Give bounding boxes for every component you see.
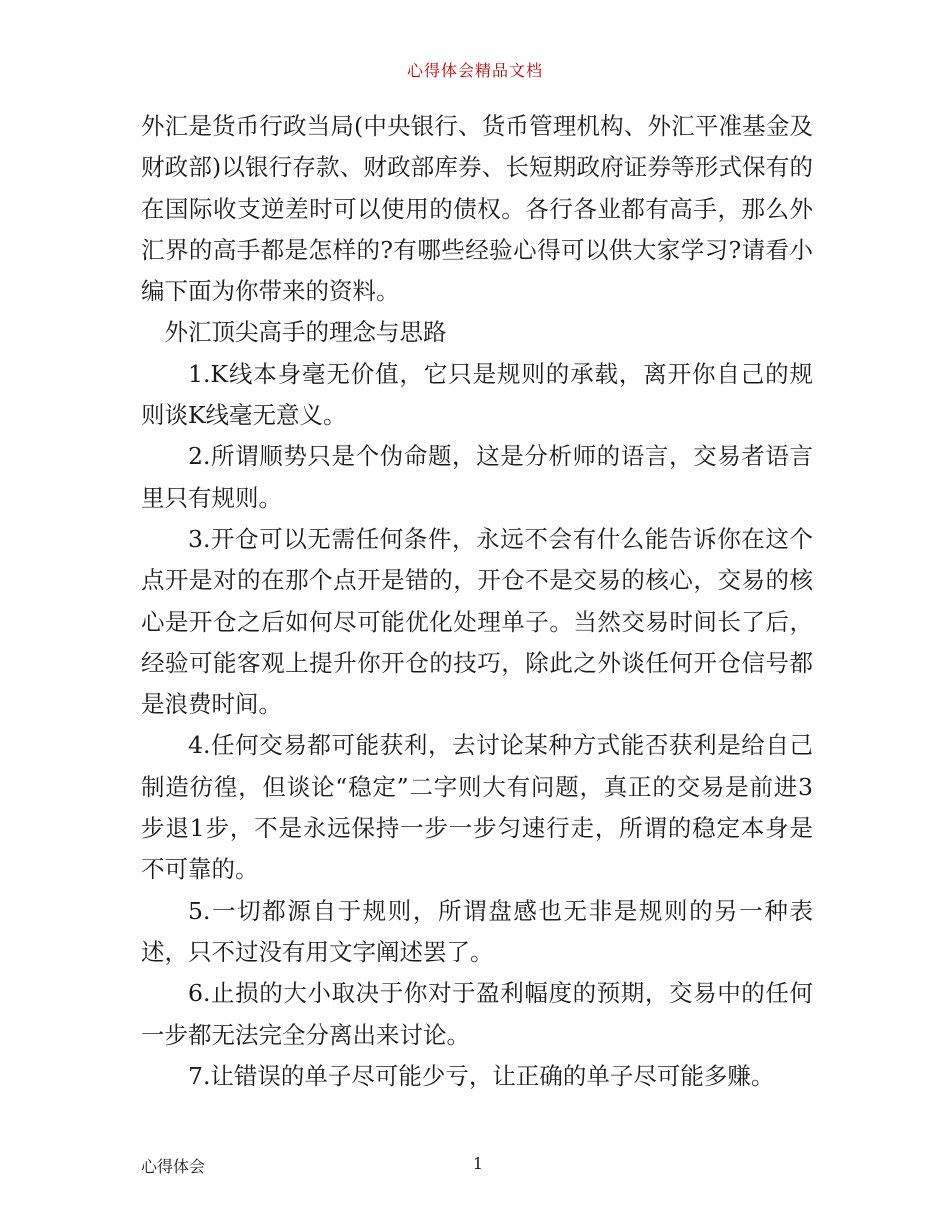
header-title: 心得体会精品文档 — [406, 61, 543, 80]
document-body — [141, 106, 813, 1097]
list-item: 2.所谓顺势只是个伪命题，这是分析师的语言，交易者语言里只有规则。 — [141, 442, 813, 512]
page-number: 1 — [472, 1154, 484, 1173]
intro-paragraph: 外汇是货币行政当局(中央银行、货币管理机构、外汇平准基金及财政部)以银行存款、财政部库券、长短期政府证券等形式保有的在国际收支逆差时可以使用的债权。各行各业都有高手，那么外汇界的高手都是怎样的?有哪些经验心得可以供大家学习?请看小编下面为你带来的资料。 — [141, 112, 813, 306]
section-title: 外汇顶尖高手的理念与思路 — [164, 318, 447, 347]
list-item: 7.让错误的单子尽可能少亏，让正确的单子尽可能多赚。 — [188, 1061, 775, 1090]
list-item: 6.止损的大小取决于你对于盈利幅度的预期，交易中的任何一步都无法完全分离出来讨论。 — [141, 979, 813, 1049]
list-item: 3.开仓可以无需任何条件，永远不会有什么能告诉你在这个点开是对的在那个点开是错的，开仓不是交易的核心，交易的核心是开仓之后如何尽可能优化处理单子。当然交易时间长了后，经验可能客观上提升你开仓的技巧，除此之外谈任何开仓信号都是浪费时间。 — [141, 524, 813, 719]
list-item: 1.K线本身毫无价值，它只是规则的承载，离开你自己的规则谈K线毫无意义。 — [141, 359, 813, 430]
footer-label: 心得体会 — [141, 1157, 206, 1176]
list-item: 4.任何交易都可能获利，去讨论某种方式能否获利是给自己制造彷徨，但谈论“稳定”二字则大有问题，真正的交易是前进3步退1步，不是永远保持一步一步匀速行走，所谓的稳定本身是不可靠的。 — [141, 731, 813, 884]
list-item: 5.一切都源自于规则，所谓盘感也无非是规则的另一种表述，只不过没有用文字阐述罢了。 — [141, 896, 813, 966]
